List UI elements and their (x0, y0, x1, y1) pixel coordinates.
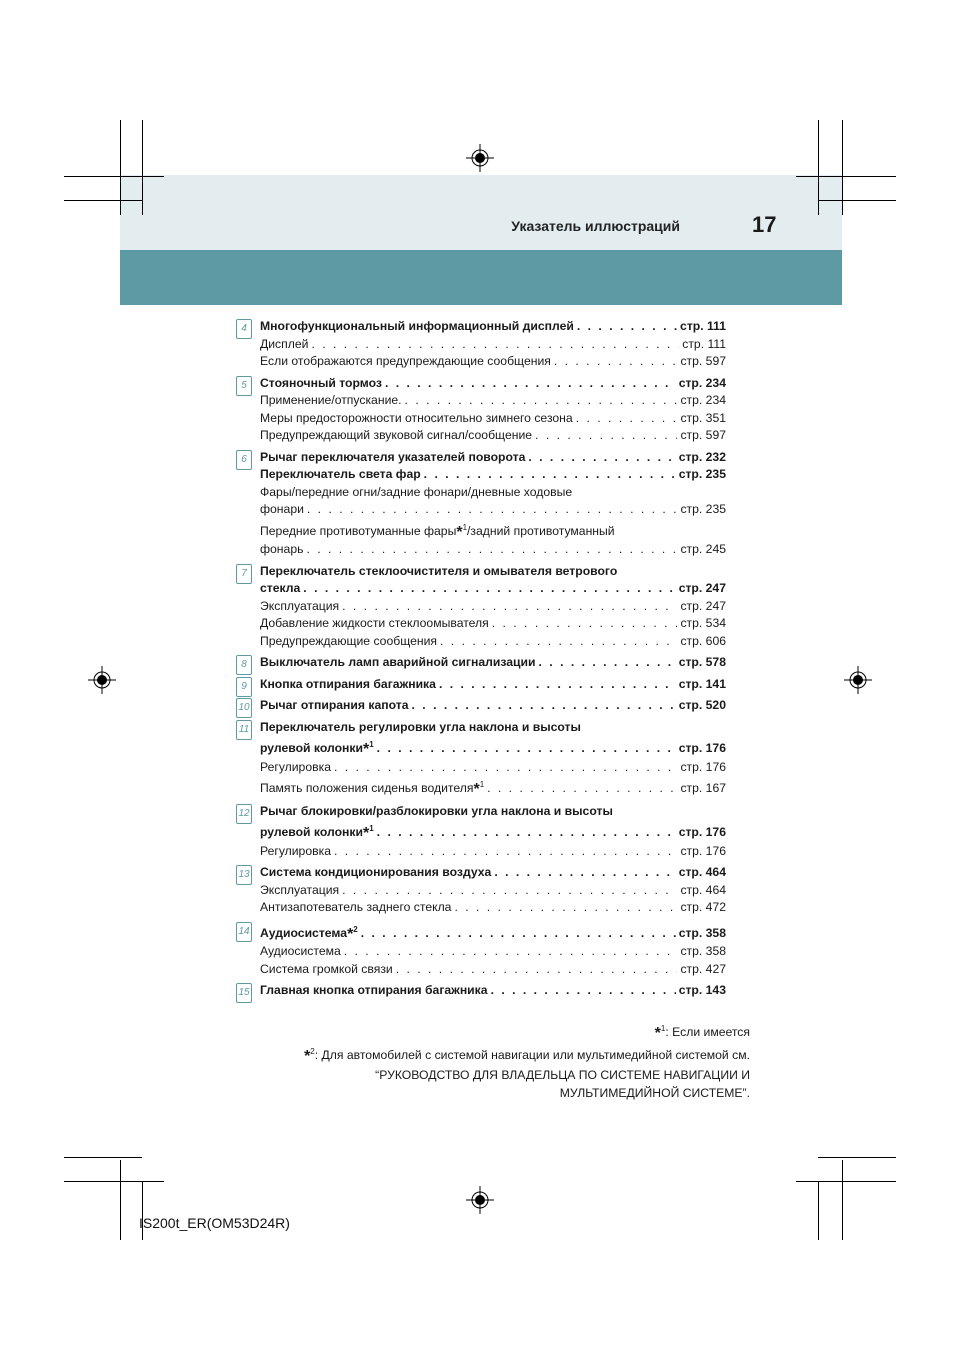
page-reference: стр. 176 (680, 843, 726, 858)
entry-text: Рычаг переключателя указателей поворота (260, 449, 526, 464)
crop-mark (842, 1160, 843, 1240)
leader-dots (306, 541, 677, 559)
crop-mark (142, 120, 143, 215)
crop-mark (142, 1181, 143, 1240)
index-entry (236, 921, 726, 979)
leader-dots (535, 427, 677, 445)
index-entry (236, 654, 726, 672)
index-sub-row[interactable] (260, 563, 726, 581)
entry-text: Аудиосистема (260, 944, 341, 959)
index-sub-row[interactable] (260, 598, 726, 616)
crop-mark (64, 1181, 164, 1182)
leader-dots (377, 824, 676, 842)
index-sub-row[interactable] (260, 776, 726, 799)
page-reference: стр. 235 (680, 502, 726, 516)
leader-dots (385, 375, 676, 393)
index-sub-row[interactable] (260, 803, 726, 821)
index-heading-row[interactable] (260, 654, 726, 672)
index-sub-row[interactable] (260, 943, 726, 961)
leader-dots (361, 925, 676, 943)
entry-text: Передние противотуманные фары*$^1$/задний противотуманный (260, 522, 615, 541)
entry-number-badge: 14 (236, 922, 252, 942)
entry-number-badge: 11 (236, 720, 252, 740)
page-reference: стр. 111 (682, 336, 726, 351)
page-reference: стр. 176 (678, 825, 726, 840)
leader-dots (577, 318, 677, 336)
index-sub-row[interactable] (260, 961, 726, 979)
index-heading-row[interactable] (260, 580, 726, 598)
footnote-2-line-2: “РУКОВОДСТВО ДЛЯ ВЛАДЕЛЬЦА ПО СИСТЕМЕ НАВИГАЦИИ И (375, 1068, 750, 1083)
entry-text: Рычаг отпирания капота (260, 698, 409, 713)
index-sub-row[interactable] (260, 615, 726, 633)
index-entry (236, 697, 726, 715)
index-heading-row[interactable] (260, 449, 726, 467)
index-sub-row[interactable] (260, 719, 726, 737)
index-heading-row[interactable] (260, 864, 726, 882)
page-reference: стр. 534 (680, 616, 726, 631)
leader-dots (492, 615, 678, 633)
leader-dots (344, 943, 678, 961)
index-sub-row[interactable] (260, 501, 726, 519)
crop-mark (64, 176, 164, 177)
entry-text: Дисплей (260, 336, 309, 351)
crop-mark (818, 200, 896, 201)
leader-dots (424, 466, 676, 484)
entry-text: Многофункциональный информационный дисплей (260, 319, 574, 333)
entry-text: Добавление жидкости стеклоомывателя (260, 616, 489, 631)
entry-text: Меры предосторожности относительно зимнего сезона (260, 410, 573, 425)
entry-text: Система громкой связи (260, 961, 393, 976)
leader-dots (554, 353, 678, 371)
entry-text: Главная кнопка отпирания багажника (260, 983, 488, 998)
entry-number-badge: 10 (236, 698, 252, 718)
page-reference: стр. 247 (680, 598, 726, 613)
page-reference: стр. 141 (678, 676, 726, 691)
entry-text: фонари (260, 502, 304, 516)
page-number: 17 (752, 212, 777, 237)
crop-mark (64, 1157, 142, 1158)
index-entry (236, 449, 726, 559)
page-reference: стр. 232 (678, 449, 726, 464)
registration-mark-icon (844, 666, 872, 694)
leader-dots (311, 336, 679, 354)
leader-dots (396, 961, 678, 979)
entry-text: Рычаг блокировки/разблокировки угла наклона и высоты (260, 803, 613, 818)
entry-text: Антизапотеватель заднего стекла (260, 900, 452, 915)
index-heading-row[interactable] (260, 697, 726, 715)
page-reference: стр. 247 (678, 581, 726, 596)
page-title: Указатель иллюстраций (511, 218, 680, 234)
entry-text: Стояночный тормоз (260, 375, 382, 390)
entry-number-badge: 15 (236, 983, 252, 1003)
crop-mark (64, 200, 142, 201)
page-reference: стр. 234 (680, 393, 726, 407)
entry-text: рулевой колонки*$^1$ (260, 740, 374, 759)
registration-mark-icon (88, 666, 116, 694)
entry-text: Переключатель света фар (260, 467, 421, 481)
index-sub-row[interactable] (260, 336, 726, 354)
leader-dots (342, 882, 677, 900)
page-reference: стр. 472 (680, 900, 726, 915)
leader-dots (494, 864, 675, 882)
header-band-dark (120, 250, 842, 305)
entry-text: Предупреждающий звуковой сигнал/сообщение (260, 428, 533, 442)
index-heading-row[interactable] (260, 736, 726, 759)
crop-mark (120, 1160, 121, 1240)
index-sub-row[interactable] (260, 353, 726, 371)
leader-dots (440, 633, 677, 651)
leader-dots (487, 780, 677, 798)
entry-text: Переключатель стеклоочистителя и омывателя ветрового (260, 563, 618, 578)
index-sub-row[interactable] (260, 427, 726, 445)
crop-mark (796, 1181, 896, 1182)
entry-number-badge: 6 (236, 450, 252, 470)
index-sub-row[interactable] (260, 484, 726, 502)
entry-number-badge: 5 (236, 376, 252, 396)
page-reference: стр. 427 (680, 961, 726, 976)
entry-text: Если отображаются предупреждающие сообщения (260, 354, 551, 368)
page-reference: стр. 245 (680, 542, 726, 557)
page-reference: стр. 176 (678, 741, 726, 756)
entry-text: Регулировка (260, 759, 331, 774)
registration-mark-icon (466, 1186, 494, 1214)
index-sub-row[interactable] (260, 882, 726, 900)
crop-mark (818, 1157, 896, 1158)
entry-number-badge: 13 (236, 865, 252, 885)
page-reference: стр. 351 (680, 410, 726, 425)
entry-text: Регулировка (260, 843, 331, 858)
leader-dots (539, 654, 676, 672)
entry-text: Система кондиционирования воздуха (260, 865, 492, 880)
footnotes (190, 1020, 750, 1102)
entry-text: Фары/передние огни/задние фонари/дневные ходовые (260, 484, 573, 499)
entry-number-badge: 8 (236, 655, 252, 675)
model-code: IS200t_ER(OM53D24R) (139, 1215, 290, 1231)
leader-dots (439, 676, 676, 694)
leader-dots (405, 392, 678, 410)
entry-text: Применение/отпускание. (260, 393, 402, 407)
page-reference: стр. 358 (680, 944, 726, 959)
entry-text: фонарь (260, 542, 304, 557)
page-reference: стр. 606 (680, 633, 726, 648)
page-reference: стр. 597 (680, 428, 726, 442)
entry-number-badge: 12 (236, 804, 252, 824)
entry-text: Кнопка отпирания багажника (260, 676, 436, 691)
index-heading-row[interactable] (260, 375, 726, 393)
leader-dots (377, 740, 676, 758)
leader-dots (412, 697, 676, 715)
illustration-index-list (236, 318, 726, 1004)
footnote-1: *$^1$: Если имеется (654, 1024, 750, 1043)
index-sub-row[interactable] (260, 410, 726, 428)
entry-number-badge: 7 (236, 564, 252, 584)
leader-dots (334, 843, 677, 861)
leader-dots (454, 899, 677, 917)
page-reference: стр. 176 (680, 759, 726, 774)
entry-text: Предупреждающие сообщения (260, 633, 438, 648)
entry-text: Переключатель регулировки угла наклона и высоты (260, 719, 581, 734)
entry-text: стекла (260, 581, 301, 596)
header-band-top (120, 175, 842, 200)
index-heading-row[interactable] (260, 318, 726, 336)
entry-number-badge: 9 (236, 677, 252, 697)
index-entry (236, 719, 726, 799)
index-sub-row[interactable] (260, 843, 726, 861)
footnote-2-line-3: МУЛЬТИМЕДИЙНОЙ СИСТЕМЕ”. (559, 1086, 750, 1101)
index-sub-row[interactable] (260, 633, 726, 651)
header-band-light (120, 200, 842, 250)
page-reference: стр. 597 (680, 354, 726, 368)
index-entry (236, 676, 726, 694)
entry-text: Эксплуатация (260, 598, 340, 613)
footnote-2: *$^2$: Для автомобилей с системой навигации или мультимедийной системой см. (304, 1047, 750, 1066)
page-reference: стр. 111 (680, 319, 726, 333)
index-heading-row[interactable] (260, 466, 726, 484)
index-entry (236, 563, 726, 651)
entry-text: Аудиосистема*$^2$ (260, 924, 358, 943)
page-reference: стр. 464 (678, 865, 726, 880)
index-entry (236, 982, 726, 1000)
index-sub-row[interactable] (260, 392, 726, 410)
page-reference: стр. 234 (678, 375, 726, 390)
page-reference: стр. 167 (680, 781, 726, 796)
index-heading-row[interactable] (260, 921, 726, 944)
leader-dots (528, 449, 675, 467)
page-reference: стр. 464 (680, 882, 726, 897)
index-entry (236, 318, 726, 371)
index-heading-row[interactable] (260, 676, 726, 694)
index-entry (236, 375, 726, 445)
entry-text: Эксплуатация (260, 882, 340, 897)
leader-dots (491, 982, 676, 1000)
entry-number-badge: 4 (236, 319, 252, 339)
entry-text: Выключатель ламп аварийной сигнализации (260, 655, 536, 670)
entry-text: Память положения сиденья водителя*$^1$ (260, 780, 485, 799)
page-reference: стр. 143 (678, 983, 726, 998)
index-entry (236, 803, 726, 861)
crop-mark (818, 1181, 819, 1240)
page-reference: стр. 358 (678, 925, 726, 940)
entry-text: рулевой колонки*$^1$ (260, 824, 374, 843)
leader-dots (307, 501, 678, 519)
page-reference: стр. 520 (678, 698, 726, 713)
crop-mark (796, 176, 896, 177)
index-sub-row[interactable] (260, 541, 726, 559)
index-sub-row[interactable] (260, 899, 726, 917)
page-reference: стр. 235 (678, 467, 726, 481)
index-sub-row[interactable] (260, 759, 726, 777)
registration-mark-icon (466, 144, 494, 172)
page-reference: стр. 578 (678, 655, 726, 670)
index-heading-row[interactable] (260, 982, 726, 1000)
index-heading-row[interactable] (260, 820, 726, 843)
leader-dots (342, 598, 677, 616)
leader-dots (576, 410, 678, 428)
index-sub-row[interactable] (260, 519, 726, 542)
index-entry (236, 864, 726, 917)
leader-dots (334, 759, 677, 777)
leader-dots (303, 580, 675, 598)
